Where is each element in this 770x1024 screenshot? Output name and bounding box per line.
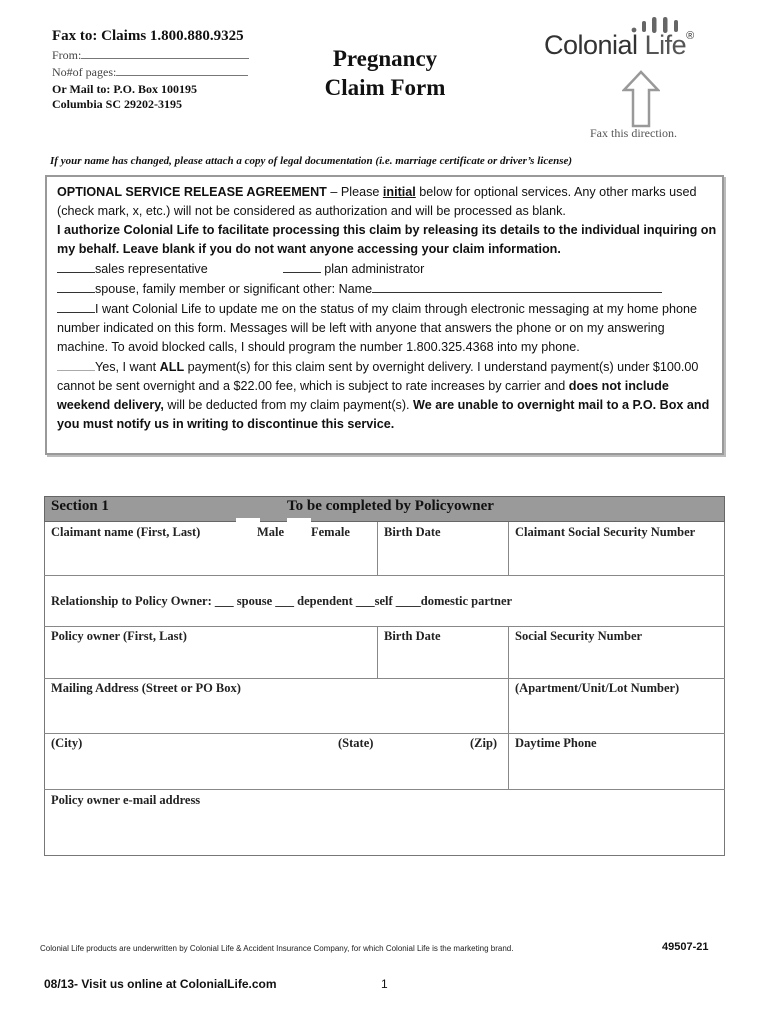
underwriter-note: Colonial Life products are underwritten by Colonial Life & Accident Insurance Company, for which Colonial Life is the marketing brand. [40, 944, 514, 953]
initial-plan-admin-blank[interactable] [283, 259, 321, 273]
claimant-name-field[interactable]: Claimant name (First, Last) [51, 525, 201, 539]
release-heading: OPTIONAL SERVICE RELEASE AGREEMENT [57, 185, 327, 199]
state-field[interactable]: (State) [338, 736, 374, 750]
page-number: 1 [381, 977, 388, 991]
pages-field[interactable] [52, 64, 248, 80]
mail-city: Columbia SC 29202-3195 [52, 97, 183, 111]
section-1-subtitle: To be completed by Policyowner [287, 498, 494, 514]
owner-ssn-field[interactable]: Social Security Number [515, 629, 643, 643]
policy-owner-name-field[interactable]: Policy owner (First, Last) [51, 629, 187, 643]
opt-overnight-all: ALL [159, 360, 185, 374]
claimant-ssn-field[interactable]: Claimant Social Security Number [515, 525, 696, 539]
release-intro-b: below for optional services. Any other marks used (check mark, x, etc.) will not be considered as authorization and will be processed as blank. [57, 185, 697, 218]
release-authorize [57, 221, 717, 259]
apartment-field[interactable]: (Apartment/Unit/Lot Number) [515, 681, 680, 695]
row-divider [44, 733, 725, 734]
opt-overnight-a: Yes, I want [95, 360, 160, 374]
release-intro-a: – Please [326, 185, 383, 199]
opt-spouse: spouse, family member or significant other: Name [95, 282, 373, 296]
release-opt-row-4 [57, 357, 717, 434]
opt-plan-admin: plan administrator [320, 262, 425, 276]
form-number: 49507-21 [662, 941, 709, 953]
release-initial-word: initial [382, 185, 416, 199]
female-option[interactable]: Female [311, 525, 350, 539]
spouse-name-blank[interactable] [372, 279, 662, 293]
col-divider [508, 522, 509, 575]
logo-word-colonial: Colonial [544, 30, 638, 60]
opt-overnight-c: will be deducted from my claim payment(s). [163, 398, 414, 412]
logo-registered-mark: ® [686, 30, 694, 42]
release-opt-row-2 [57, 279, 717, 299]
fax-to-number: Fax to: Claims 1.800.880.9325 [52, 28, 244, 44]
fax-direction-arrow-icon [622, 70, 660, 128]
release-intro [57, 183, 717, 221]
logo-word-life: Life [644, 30, 687, 60]
from-field[interactable] [52, 47, 249, 63]
row-divider [44, 789, 725, 790]
opt-overnight-bold-1: does not include weekend delivery, [57, 379, 669, 412]
initial-messaging-blank[interactable] [57, 299, 95, 313]
opt-overnight-bold-2: We are unable to overnight mail to a P.O. Box and you must notify us in writing to discontinue this service. [57, 398, 710, 431]
col-divider [377, 522, 378, 575]
email-field[interactable]: Policy owner e-mail address [51, 793, 201, 807]
col-divider [508, 626, 509, 678]
col-divider [508, 678, 509, 789]
row-divider [44, 626, 725, 627]
row-divider [44, 575, 725, 576]
pages-blank[interactable] [116, 64, 248, 76]
name-change-note: If your name has changed, please attach a copy of legal documentation (i.e. marriage certificate or driver’s license) [50, 155, 573, 167]
form-title [300, 44, 470, 102]
fax-direction-label: Fax this direction. [590, 126, 677, 140]
mail-address: Or Mail to: P.O. Box 100195 [52, 82, 197, 96]
pages-label: No#of pages: [52, 65, 117, 79]
row-divider [44, 678, 725, 679]
daytime-phone-field[interactable]: Daytime Phone [515, 736, 597, 750]
claimant-birth-date-field[interactable]: Birth Date [384, 525, 441, 539]
initial-spouse-blank[interactable] [57, 279, 95, 293]
opt-overnight-b: payment(s) for this claim sent by overnight delivery. I understand payment(s) under $100.00 cannot be sent overnight and a $22.00 fee, which is subject to rate increases by carrier and [57, 360, 699, 393]
title-line-2: Claim Form [324, 75, 446, 100]
from-blank[interactable] [81, 47, 249, 59]
city-field[interactable]: (City) [51, 736, 83, 750]
owner-birth-date-field[interactable]: Birth Date [384, 629, 441, 643]
opt-sales-rep: sales representative [95, 262, 208, 276]
opt-messaging: I want Colonial Life to update me on the status of my claim through electronic messaging at my home phone number indicated on this form. Messages will be left with anyone that answers the phone or on my answering machine. To avoid blocked calls, I should program the number 1.800.325.4368 into my phone. [57, 302, 698, 354]
section-1-title: Section 1 [51, 498, 109, 514]
zip-field[interactable]: (Zip) [470, 736, 498, 750]
initial-sales-rep-blank[interactable] [57, 259, 95, 273]
release-opt-row-3 [57, 299, 717, 357]
male-option[interactable]: Male [257, 525, 285, 539]
from-label: From: [52, 48, 82, 62]
footer-date-website: 08/13- Visit us online at ColonialLife.com [44, 977, 277, 991]
colonial-life-logo [544, 30, 694, 61]
release-opt-row-1 [57, 259, 717, 279]
release-agreement-text [57, 183, 717, 434]
col-divider [377, 626, 378, 678]
title-line-1: Pregnancy [332, 46, 438, 71]
release-authorize-text: I authorize Colonial Life to facilitate processing this claim by releasing its details to the individual inquiring on my behalf. Leave blank if you do not want anyone accessing your claim information. [57, 223, 717, 256]
initial-overnight-blank[interactable] [57, 357, 95, 371]
relationship-field[interactable]: Relationship to Policy Owner: ___ spouse ___ dependent ___self ____domestic partner [51, 594, 513, 608]
mailing-address-field[interactable]: Mailing Address (Street or PO Box) [51, 681, 241, 695]
